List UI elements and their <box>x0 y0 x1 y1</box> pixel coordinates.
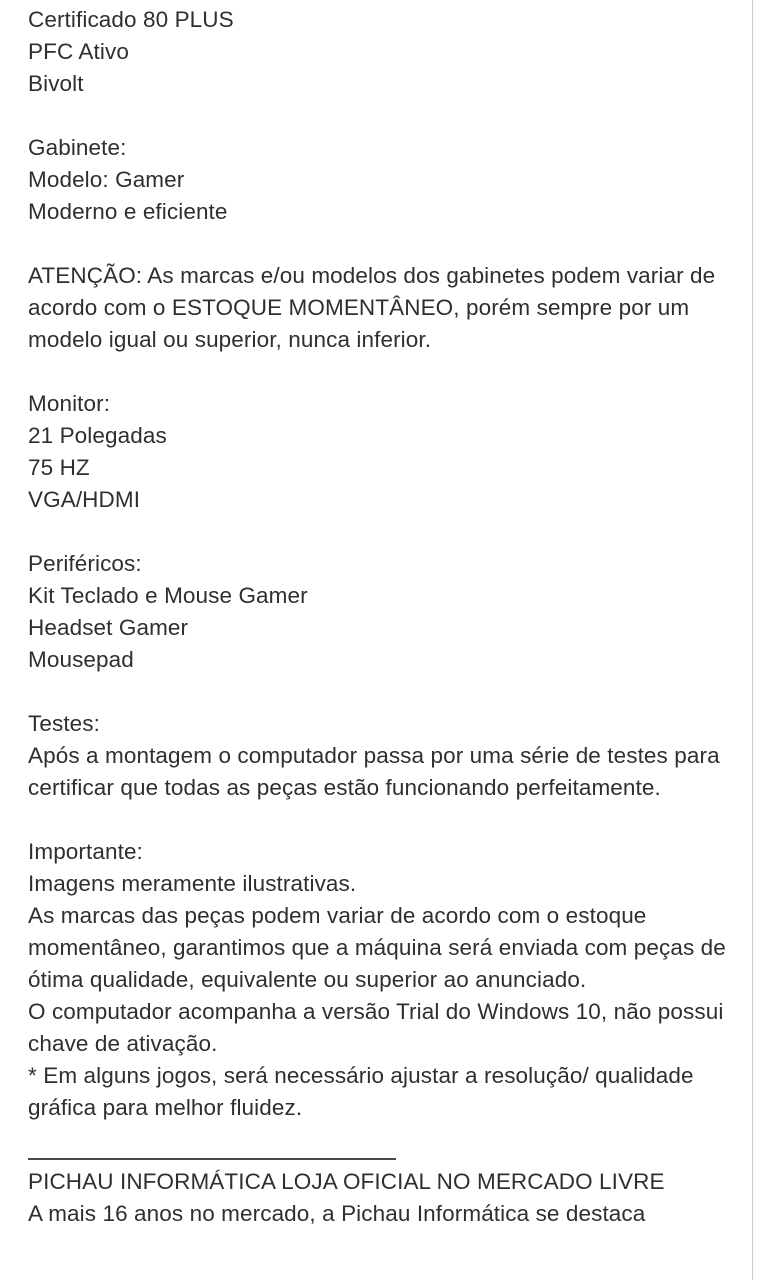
peripherals-heading: Periféricos: <box>28 551 142 576</box>
psu-spec-block <box>28 4 736 100</box>
case-spec-block <box>28 132 736 228</box>
peripherals-spec-block <box>28 548 736 676</box>
monitor-refresh-line: 75 HZ <box>28 455 90 480</box>
case-style-line: Moderno e eficiente <box>28 199 228 224</box>
important-parts-variation-text: As marcas das peças podem variar de acordo com o estoque momentâneo, garantimos que a máquina será enviada com peças de ótima qualidade, equivalente ou superior ao anunciado. <box>28 903 726 992</box>
monitor-heading: Monitor: <box>28 391 111 416</box>
tests-body-text: Após a montagem o computador passa por uma série de testes para certificar que todas as peças estão funcionando perfeitamente. <box>28 743 720 800</box>
tests-heading: Testes: <box>28 711 100 736</box>
section-divider <box>28 1158 396 1160</box>
section-divider-wrap <box>28 1156 736 1160</box>
right-gutter <box>753 0 760 1280</box>
monitor-spec-block <box>28 388 736 516</box>
peripherals-mousepad-line: Mousepad <box>28 647 134 672</box>
store-tenure-line: A mais 16 anos no mercado, a Pichau Informática se destaca <box>28 1201 646 1226</box>
peripherals-headset-line: Headset Gamer <box>28 615 189 640</box>
important-illustrative-images-text: Imagens meramente ilustrativas. <box>28 871 357 896</box>
psu-voltage-line: Bivolt <box>28 71 84 96</box>
monitor-size-line: 21 Polegadas <box>28 423 167 448</box>
tests-block <box>28 708 736 804</box>
monitor-ports-line: VGA/HDMI <box>28 487 141 512</box>
case-heading: Gabinete: <box>28 135 127 160</box>
peripherals-keyboard-mouse-line: Kit Teclado e Mouse Gamer <box>28 583 308 608</box>
store-footer-block <box>28 1166 736 1230</box>
psu-pfc-line: PFC Ativo <box>28 39 129 64</box>
important-game-settings-text: * Em alguns jogos, será necessário ajustar a resolução/ qualidade gráfica para melhor fluidez. <box>28 1063 694 1120</box>
case-attention-notice-block <box>28 260 736 356</box>
store-official-heading: PICHAU INFORMÁTICA LOJA OFICIAL NO MERCADO LIVRE <box>28 1169 665 1194</box>
important-windows-trial-text: O computador acompanha a versão Trial do Windows 10, não possui chave de ativação. <box>28 999 724 1056</box>
case-model-line: Modelo: Gamer <box>28 167 185 192</box>
important-block <box>28 836 736 1124</box>
psu-certification-line: Certificado 80 PLUS <box>28 7 234 32</box>
important-heading: Importante: <box>28 839 143 864</box>
case-attention-notice-text: ATENÇÃO: As marcas e/ou modelos dos gabinetes podem variar de acordo com o ESTOQUE MOMENTÂNEO, porém sempre por um modelo igual ou superior, nunca inferior. <box>28 263 716 352</box>
